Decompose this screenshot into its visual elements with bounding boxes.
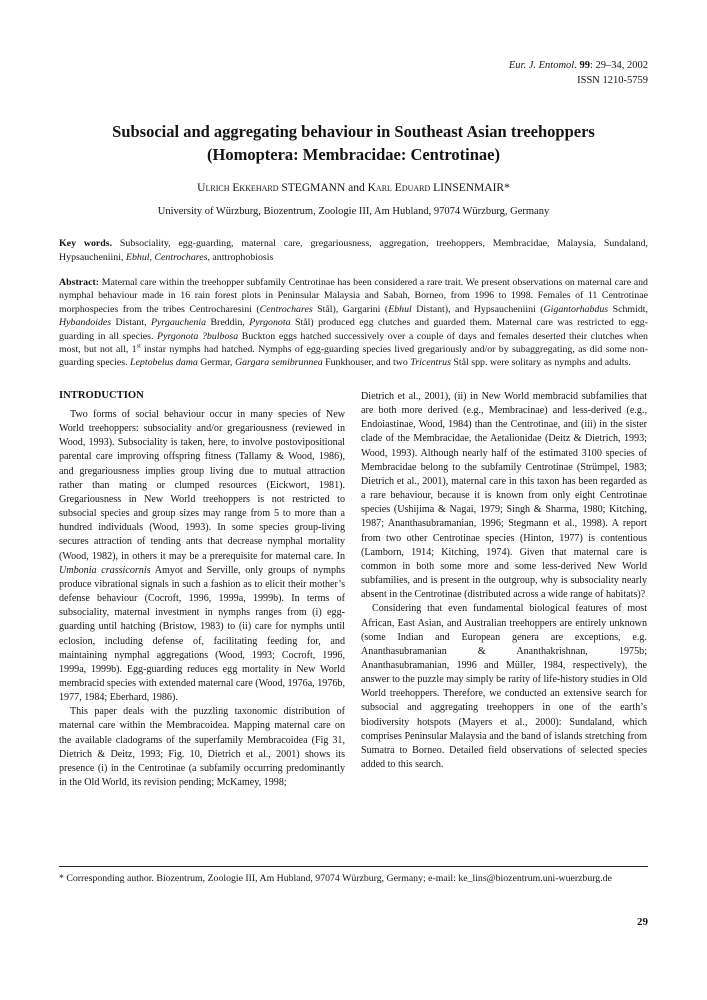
keywords-paragraph: Key words. Subsociality, egg-guarding, maternal care, gregariousness, aggregation, treehoppers, Membracidae, Malaysia, Sundaland, Hypsaucheniini, Ebhul, Centrochares, anttrophobiosis xyxy=(59,238,648,263)
footnote-block xyxy=(59,866,648,885)
journal-header xyxy=(509,59,648,88)
right-column xyxy=(361,390,647,790)
intro-paragraph-1: Two forms of social behaviour occur in many species of New World treehoppers: subsociality and/or gregariousness (reviewed in Wood, 1993). Subsociality is taken, here, to involve postovipositional parental care improving offspring fitness (Tallamy & Wood, 1986), and gregariousness implies group living due to mutual attraction rather than mating or clumped resources (Eickwort, 1981). Gregariousness in New World treehoppers is not restricted to subsocial species and group sizes may range from 5 to more than a hundred individuals (Wood, 1993). In some species group-living secures attraction of tending ants that decrease nymphal mortality (Wood, 1982), in others it may be a prerequisite for maternal care. In Umbonia crassicornis Amyot and Serville, only groups of nymphs produce vibrational signals in such a fashion as to elicit their mother’s defense behaviour (Cocroft, 1996, 1999a, 1999b). In terms of subsociality, maternal investment in nymphs ranges from (i) egg-guarding until hatching (Bristow, 1983) to (ii) care for nymphs until eclosion, including defense of, facilitating feeding for, and maintaining nymphal aggregations (Wood, 1993; Cocroft, 1996, 1999a, 1999b). Egg-guarding reduces egg mortality in New World membracid species with extended maternal care (Wood, 1976a, 1976b, 1977, 1984; Eberhard, 1986). xyxy=(59,409,345,704)
affiliation-line: University of Würzburg, Biozentrum, Zoologie III, Am Hubland, 97074 Würzburg, Germany xyxy=(157,206,550,217)
section-heading-introduction: INTRODUCTION xyxy=(59,390,144,401)
intro-paragraph-2-continued: Dietrich et al., 2001), (ii) in New World membracid subfamilies that are both more derived (e.g., Membracinae) and less-derived (e.g., Endoiastinae, Wood, 1984) than the Centrotinae, and (iii) in the sister clade of the Membracidae, the Aetalionidae (Deitz & Dietrich, 1993; Wood, 1993). Although nearly half of the estimated 3100 species of Membracidae belong to the subfamily Centrotinae (Strümpel, 1983; Dietrich et al., 2001), maternal care in this taxon has been regarded as a rare behaviour, because it is known from only eight Centrotinae species (Ushijima & Nagai, 1979; Singh & Sharma, 1980; Kitching, 1987; Ananthasubramanian, 1996; Stegmann et al., 1998). A report from two other Centrotinae species (Hinton, 1977) is contentious (Lamborn, 1914; Kitching, 1974). Given that maternal care is common in both some more and some less-derived New World subfamilies, and is present in the outgroup, why is subsociality nearly absent in the Centrotinae (distributed across a wide range of habitats)? xyxy=(361,391,647,601)
left-column xyxy=(59,390,345,790)
intro-paragraph-3: Considering that even fundamental biological features of most African, East Asian, and Australian treehoppers are entirely unknown (some Indian and European genera are exceptions, e.g. Ananthasubramanian & Ananthakrishnan, 1975b; Ananthasubramanian, 1996 and Müller, 1984, respectively), the answer to the puzzle may simply be rarity of life-history studies in Old World treehoppers. Therefore, we conducted an extensive search for subsocial and aggregating treehoppers in one of the earth’s biodiversity hotspots (Mayers et al., 2000): Sundaland, which comprises Peninsular Malaysia and the band of islands stretching from Sumatra to Borneo. Detailed field observations of selected species added to this search. xyxy=(361,603,647,771)
article-title-line1: Subsocial and aggregating behaviour in Southeast Asian treehoppers xyxy=(112,122,595,141)
page-number: 29 xyxy=(637,916,648,928)
corresponding-author-footnote: * Corresponding author. Biozentrum, Zoologie III, Am Hubland, 97074 Würzburg, Germany; e-mail: ke_lins@biozentrum.uni-wuerzburg.de xyxy=(59,873,612,884)
article-title xyxy=(59,120,648,166)
body-columns xyxy=(59,390,648,790)
author-line: Ulrich Ekkehard STEGMANN and Karl Eduard LINSENMAIR* xyxy=(197,182,510,194)
abstract-paragraph: Abstract: Maternal care within the treehopper subfamily Centrotinae has been considered a rare trait. We present observations on maternal care and nymphal behaviour made in 16 rain forest plots in Peninsular Malaysia and Sabah, Borneo, from 1996 to 1998. Females of 11 Centrotinae morphospecies from the tribes Centrocharesini (Centrochares Stål), Gargarini (Ebhul Distant), and Hypsaucheniini (Gigantorhabdus Schmidt, Hybandoides Distant, Pyrgauchenia Breddin, Pyrgonota Stål) produced egg clutches and guarded them. Maternal care was restricted to egg-guarding in all species. Pyrgonota ?bulbosa Buckton eggs hatched successively over a couple of days and females deserted their clutches when most, but not all, 1st instar nymphs had hatched. Nymphs of egg-guarding species lived gregariously and/or by subaggregating, as did some non-guarding species. Leptobelus dama Germar, Gargara semibrunnea Funkhouser, and two Tricentrus Stål spp. were solitary as nymphs and adults. xyxy=(59,277,648,369)
page-content xyxy=(59,0,648,1000)
intro-paragraph-2: This paper deals with the puzzling taxonomic distribution of maternal care within the Membracoidea. Mapping maternal care on the available cladograms of the superfamily Membracoidea (Fig 31, Dietrich & Deitz, 1993; Fig. 10, Dietrich et al., 2001) shows its presence (i) in the Centrotinae (a subfamily occurring predominantly in the Old World, its revision pending; McKamey, 1998; xyxy=(59,706,345,789)
journal-issn: ISSN 1210-5759 xyxy=(577,74,648,86)
journal-citation: Eur. J. Entomol. 99: 29–34, 2002 xyxy=(508,60,648,71)
article-title-line2: (Homoptera: Membracidae: Centrotinae) xyxy=(207,145,500,164)
